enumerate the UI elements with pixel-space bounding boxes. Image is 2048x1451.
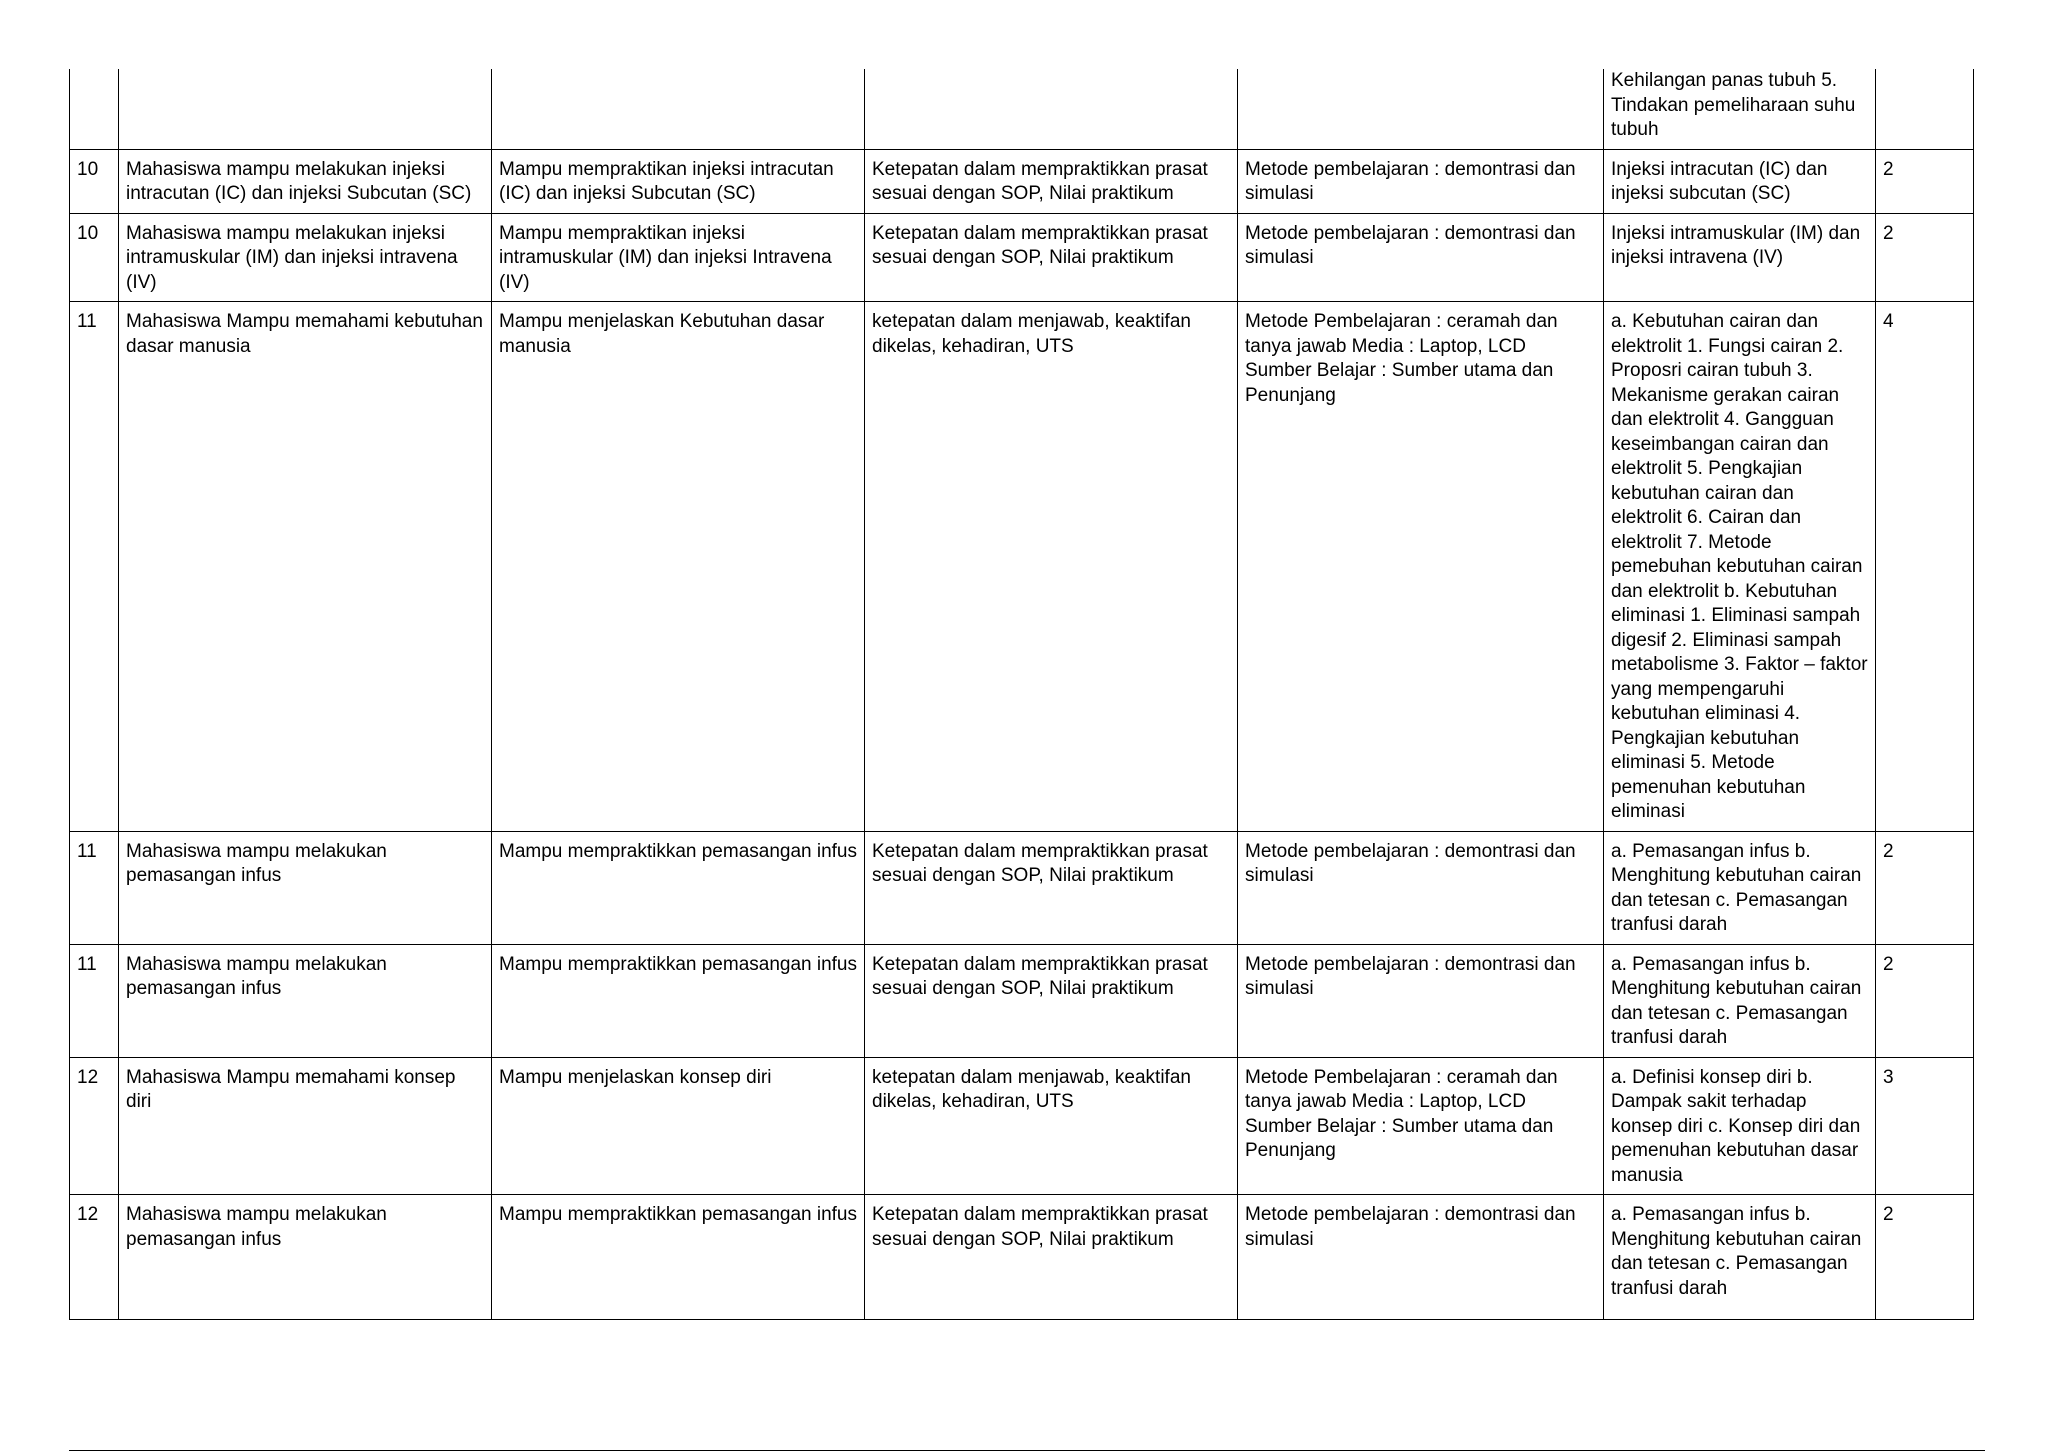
cell-indicator xyxy=(492,69,865,149)
cell-criteria: Ketepatan dalam mempraktikkan prasat sesuai dengan SOP, Nilai praktikum xyxy=(865,831,1238,944)
cell-week: 12 xyxy=(70,1057,119,1195)
cell-method: Metode Pembelajaran : ceramah dan tanya jawab Media : Laptop, LCD Sumber Belajar : Sumber utama dan Penunjang xyxy=(1238,1057,1604,1195)
cell-ability: Mahasiswa Mampu memahami kebutuhan dasar manusia xyxy=(119,302,492,832)
table-body xyxy=(70,69,1974,1320)
table-row xyxy=(70,1195,1974,1320)
cell-method xyxy=(1238,69,1604,149)
cell-week xyxy=(70,69,119,149)
course-plan-table xyxy=(69,69,1974,1320)
cell-method: Metode pembelajaran : demontrasi dan simulasi xyxy=(1238,213,1604,302)
cell-ability: Mahasiswa mampu melakukan pemasangan infus xyxy=(119,831,492,944)
cell-ability: Mahasiswa mampu melakukan pemasangan infus xyxy=(119,1195,492,1320)
cell-criteria xyxy=(865,69,1238,149)
cell-material: a. Pemasangan infus b. Menghitung kebutuhan cairan dan tetesan c. Pemasangan tranfusi darah xyxy=(1604,1195,1876,1320)
cell-criteria: Ketepatan dalam mempraktikkan prasat sesuai dengan SOP, Nilai praktikum xyxy=(865,944,1238,1057)
cell-criteria: Ketepatan dalam mempraktikkan prasat sesuai dengan SOP, Nilai praktikum xyxy=(865,149,1238,213)
cell-ability: Mahasiswa mampu melakukan injeksi intracutan (IC) dan injeksi Subcutan (SC) xyxy=(119,149,492,213)
cell-ability: Mahasiswa mampu melakukan injeksi intramuskular (IM) dan injeksi intravena (IV) xyxy=(119,213,492,302)
cell-method: Metode pembelajaran : demontrasi dan simulasi xyxy=(1238,831,1604,944)
cell-material: a. Pemasangan infus b. Menghitung kebutuhan cairan dan tetesan c. Pemasangan tranfusi darah xyxy=(1604,944,1876,1057)
cell-week: 11 xyxy=(70,831,119,944)
table-row xyxy=(70,213,1974,302)
cell-method: Metode pembelajaran : demontrasi dan simulasi xyxy=(1238,1195,1604,1320)
cell-criteria: ketepatan dalam menjawab, keaktifan dikelas, kehadiran, UTS xyxy=(865,1057,1238,1195)
cell-material: Kehilangan panas tubuh 5. Tindakan pemeliharaan suhu tubuh xyxy=(1604,69,1876,149)
cell-material: a. Definisi konsep diri b. Dampak sakit terhadap konsep diri c. Konsep diri dan pemenuhan kebutuhan dasar manusia xyxy=(1604,1057,1876,1195)
cell-week: 12 xyxy=(70,1195,119,1320)
cell-indicator: Mampu menjelaskan konsep diri xyxy=(492,1057,865,1195)
cell-ability: Mahasiswa mampu melakukan pemasangan infus xyxy=(119,944,492,1057)
cell-method: Metode pembelajaran : demontrasi dan simulasi xyxy=(1238,149,1604,213)
cell-indicator: Mampu mempraktikan injeksi intracutan (IC) dan injeksi Subcutan (SC) xyxy=(492,149,865,213)
cell-method: Metode pembelajaran : demontrasi dan simulasi xyxy=(1238,944,1604,1057)
cell-weight: 2 xyxy=(1876,1195,1974,1320)
table-row xyxy=(70,149,1974,213)
cell-week: 11 xyxy=(70,944,119,1057)
cell-criteria: Ketepatan dalam mempraktikkan prasat sesuai dengan SOP, Nilai praktikum xyxy=(865,1195,1238,1320)
table-row xyxy=(70,831,1974,944)
cell-indicator: Mampu mempraktikkan pemasangan infus xyxy=(492,944,865,1057)
cell-material: a. Pemasangan infus b. Menghitung kebutuhan cairan dan tetesan c. Pemasangan tranfusi darah xyxy=(1604,831,1876,944)
cell-ability xyxy=(119,69,492,149)
cell-indicator: Mampu mempraktikkan pemasangan infus xyxy=(492,831,865,944)
cell-criteria: Ketepatan dalam mempraktikkan prasat sesuai dengan SOP, Nilai praktikum xyxy=(865,213,1238,302)
cell-ability: Mahasiswa Mampu memahami konsep diri xyxy=(119,1057,492,1195)
cell-weight: 2 xyxy=(1876,944,1974,1057)
cell-method: Metode Pembelajaran : ceramah dan tanya jawab Media : Laptop, LCD Sumber Belajar : Sumber utama dan Penunjang xyxy=(1238,302,1604,832)
cell-week: 10 xyxy=(70,213,119,302)
cell-week: 10 xyxy=(70,149,119,213)
cell-weight: 2 xyxy=(1876,213,1974,302)
table-row xyxy=(70,1057,1974,1195)
cell-week: 11 xyxy=(70,302,119,832)
cell-weight: 4 xyxy=(1876,302,1974,832)
cell-criteria: ketepatan dalam menjawab, keaktifan dikelas, kehadiran, UTS xyxy=(865,302,1238,832)
cell-indicator: Mampu menjelaskan Kebutuhan dasar manusia xyxy=(492,302,865,832)
table-row xyxy=(70,944,1974,1057)
cell-weight xyxy=(1876,69,1974,149)
cell-indicator: Mampu mempraktikan injeksi intramuskular (IM) dan injeksi Intravena (IV) xyxy=(492,213,865,302)
cell-weight: 2 xyxy=(1876,149,1974,213)
cell-weight: 2 xyxy=(1876,831,1974,944)
cell-material: Injeksi intramuskular (IM) dan injeksi intravena (IV) xyxy=(1604,213,1876,302)
cell-indicator: Mampu mempraktikkan pemasangan infus xyxy=(492,1195,865,1320)
cell-material: a. Kebutuhan cairan dan elektrolit 1. Fungsi cairan 2. Proposri cairan tubuh 3. Mekanisme gerakan cairan dan elektrolit 4. Gangguan keseimbangan cairan dan elektrolit 5. Pengkajian kebutuhan cairan dan elektrolit 6. Cairan dan elektrolit 7. Metode pemebuhan kebutuhan cairan dan elektrolit b. Kebutuhan eliminasi 1. Eliminasi sampah digesif 2. Eliminasi sampah metabolisme 3. Faktor – faktor yang mempengaruhi kebutuhan eliminasi 4. Pengkajian kebutuhan eliminasi 5. Metode pemenuhan kebutuhan eliminasi xyxy=(1604,302,1876,832)
cell-weight: 3 xyxy=(1876,1057,1974,1195)
table-row xyxy=(70,302,1974,832)
cell-material: Injeksi intracutan (IC) dan injeksi subcutan (SC) xyxy=(1604,149,1876,213)
table-row xyxy=(70,69,1974,149)
